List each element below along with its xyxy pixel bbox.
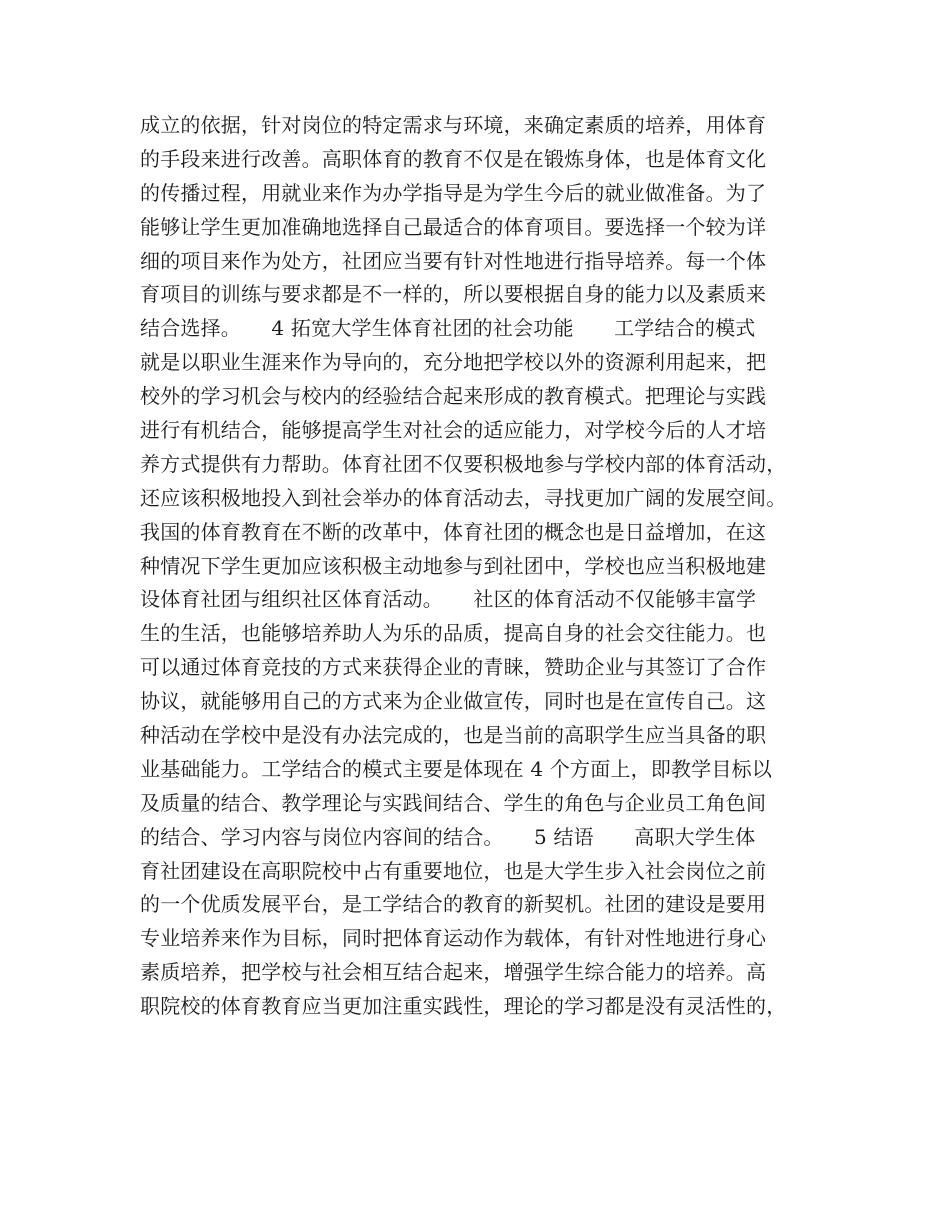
text-line: 就是以职业生涯来作为导向的，充分地把学校以外的资源利用起来，把 bbox=[140, 350, 767, 375]
text-line: 业基础能力。工学结合的模式主要是体现在 4 个方面上，即教学目标以 bbox=[140, 756, 773, 781]
text-line: 种情况下学生更加应该积极主动地参与到社团中，学校也应当积极地建 bbox=[140, 553, 767, 578]
text-line: 结合选择。 4 拓宽大学生体育社团的社会功能 工学结合的模式 bbox=[140, 316, 756, 341]
text-line: 的手段来进行改善。高职体育的教育不仅是在锻炼身体，也是体育文化 bbox=[140, 146, 767, 171]
text-line: 能够让学生更加准确地选择自己最适合的体育项目。要选择一个较为详 bbox=[140, 214, 767, 239]
text-line: 细的项目来作为处方，社团应当要有针对性地进行指导培养。每一个体 bbox=[140, 248, 767, 273]
text-line: 设体育社团与组织社区体育活动。 社区的体育活动不仅能够丰富学 bbox=[140, 587, 757, 612]
text-line: 生的生活，也能够培养助人为乐的品质，提高自身的社会交往能力。也 bbox=[140, 621, 767, 646]
body-text bbox=[140, 109, 820, 1024]
text-line: 的一个优质发展平台，是工学结合的教育的新契机。社团的建设是要用 bbox=[140, 892, 767, 917]
text-line: 养方式提供有力帮助。体育社团不仅要积极地参与学校内部的体育活动， bbox=[140, 451, 787, 476]
text-line: 协议，就能够用自己的方式来为企业做宣传，同时也是在宣传自己。这 bbox=[140, 689, 767, 714]
text-line: 素质培养，把学校与社会相互结合起来，增强学生综合能力的培养。高 bbox=[140, 960, 767, 985]
text-line: 育社团建设在高职院校中占有重要地位，也是大学生步入社会岗位之前 bbox=[140, 858, 767, 883]
text-line: 进行有机结合，能够提高学生对社会的适应能力，对学校今后的人才培 bbox=[140, 418, 767, 443]
text-line: 成立的依据，针对岗位的特定需求与环境，来确定素质的培养，用体育 bbox=[140, 113, 767, 137]
text-line: 职院校的体育教育应当更加注重实践性，理论的学习都是没有灵活性的， bbox=[140, 994, 787, 1019]
text-line: 专业培养来作为目标，同时把体育运动作为载体，有针对性地进行身心 bbox=[140, 926, 767, 951]
text-line: 的结合、学习内容与岗位内容间的结合。 5 结语 高职大学生体 bbox=[140, 824, 756, 849]
text-line: 我国的体育教育在不断的改革中，体育社团的概念也是日益增加，在这 bbox=[140, 519, 767, 544]
text-line: 育项目的训练与要求都是不一样的，所以要根据自身的能力以及素质来 bbox=[140, 282, 767, 307]
text-line: 还应该积极地投入到社会举办的体育活动去，寻找更加广阔的发展空间。 bbox=[140, 485, 787, 510]
text-line: 校外的学习机会与校内的经验结合起来形成的教育模式。把理论与实践 bbox=[140, 384, 767, 409]
text-line: 可以通过体育竞技的方式来获得企业的青睐，赞助企业与其签订了合作 bbox=[140, 655, 767, 680]
text-line: 种活动在学校中是没有办法完成的，也是当前的高职学生应当具备的职 bbox=[140, 723, 767, 748]
text-line: 的传播过程，用就业来作为办学指导是为学生今后的就业做准备。为了 bbox=[140, 180, 767, 205]
text-line: 及质量的结合、教学理论与实践间结合、学生的角色与企业员工角色间 bbox=[140, 790, 767, 815]
